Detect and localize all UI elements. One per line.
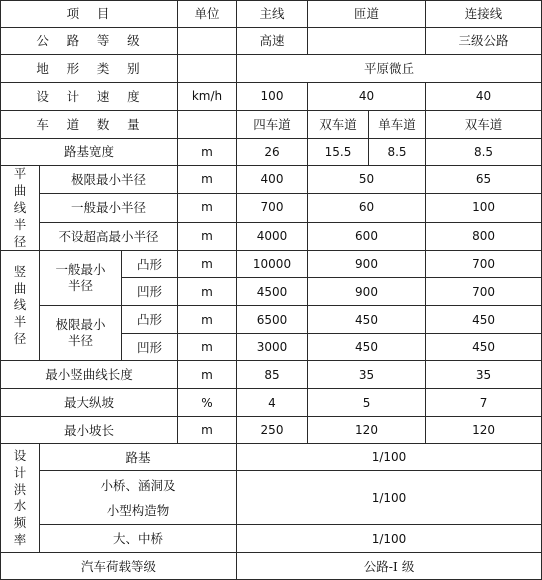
value-main: 3000 <box>237 334 308 361</box>
table-row <box>1 55 542 83</box>
max-grade-label: 最大纵坡 <box>1 389 178 417</box>
value-ramp: 450 <box>308 306 426 334</box>
value-connector: 700 <box>426 251 542 278</box>
vertical-curve-group-label: 竖曲线半径 <box>1 251 40 361</box>
lanes-label: 车 道 数 量 <box>1 111 178 139</box>
table-row <box>1 111 542 139</box>
value-ramp: 50 <box>308 166 426 194</box>
value-connector: 800 <box>426 222 542 251</box>
table-row <box>1 193 542 222</box>
lanes-main: 四车道 <box>237 111 308 139</box>
value-ramp: 450 <box>308 334 426 361</box>
table-row <box>1 83 542 111</box>
horizontal-curve-label: 不设超高最小半径 <box>40 222 178 251</box>
value-ramp: 35 <box>308 361 426 389</box>
unit-cell: m <box>178 334 237 361</box>
road-class-connector: 三级公路 <box>426 28 542 55</box>
value-main: 4000 <box>237 222 308 251</box>
vehicle-load-value: 公路-I 级 <box>237 553 542 580</box>
unit-cell: m <box>178 222 237 251</box>
table-row <box>1 361 542 389</box>
flood-small-bridge-line-1: 小桥、涵洞及 <box>100 477 176 493</box>
value-connector: 7 <box>426 389 542 417</box>
design-speed-unit: km/h <box>178 83 237 111</box>
header-connector: 连接线 <box>426 1 542 28</box>
horizontal-curve-label: 一般最小半径 <box>40 193 178 222</box>
road-class-ramp <box>308 28 426 55</box>
unit-cell: m <box>178 166 237 194</box>
vertical-curve-general-label: 一般最小半径 <box>40 251 122 306</box>
concave-label: 凹形 <box>122 278 178 306</box>
table-row <box>1 444 542 471</box>
min-slope-length-label: 最小坡长 <box>1 417 178 444</box>
value-main: 85 <box>237 361 308 389</box>
min-curve-length-label: 最小竖曲线长度 <box>1 361 178 389</box>
table-row <box>1 525 542 553</box>
value-ramp: 600 <box>308 222 426 251</box>
header-main: 主线 <box>237 1 308 28</box>
table-row <box>1 471 542 498</box>
header-unit: 单位 <box>178 1 237 28</box>
roadbed-width-connector: 8.5 <box>426 139 542 166</box>
vertical-curve-limit-label: 极限最小半径 <box>40 306 122 361</box>
concave-label: 凹形 <box>122 334 178 361</box>
value-main: 4500 <box>237 278 308 306</box>
table-row <box>1 553 542 580</box>
roadbed-width-main: 26 <box>237 139 308 166</box>
unit-cell: m <box>178 278 237 306</box>
roadbed-width-label: 路基宽度 <box>1 139 178 166</box>
horizontal-curve-group-label: 平曲线半径 <box>1 166 40 251</box>
header-item: 项 目 <box>1 1 178 28</box>
roadbed-width-ramp-double: 15.5 <box>308 139 369 166</box>
header-row <box>1 1 542 28</box>
value-ramp: 900 <box>308 278 426 306</box>
flood-large-bridge-value: 1/100 <box>237 525 542 553</box>
value-main: 400 <box>237 166 308 194</box>
value-ramp: 120 <box>308 417 426 444</box>
table-row <box>1 222 542 251</box>
road-class-main: 高速 <box>237 28 308 55</box>
value-connector: 100 <box>426 193 542 222</box>
value-ramp: 60 <box>308 193 426 222</box>
unit-cell: m <box>178 306 237 334</box>
terrain-value: 平原微丘 <box>237 55 542 83</box>
table-row <box>1 417 542 444</box>
design-speed-main: 100 <box>237 83 308 111</box>
value-connector: 65 <box>426 166 542 194</box>
flood-subgrade-value: 1/100 <box>237 444 542 471</box>
value-main: 250 <box>237 417 308 444</box>
unit-cell: m <box>178 251 237 278</box>
value-main: 700 <box>237 193 308 222</box>
design-speed-label: 设 计 速 度 <box>1 83 178 111</box>
unit-cell: m <box>178 361 237 389</box>
value-main: 6500 <box>237 306 308 334</box>
table-row <box>1 306 542 334</box>
table-row <box>1 251 542 278</box>
table-row <box>1 389 542 417</box>
flood-small-bridge-label <box>40 471 237 525</box>
lanes-connector: 双车道 <box>426 111 542 139</box>
value-connector: 700 <box>426 278 542 306</box>
flood-large-bridge-label: 大、中桥 <box>40 525 237 553</box>
unit-cell <box>178 28 237 55</box>
flood-small-bridge-line-2: 小型构造物 <box>106 502 170 518</box>
flood-small-bridge-value: 1/100 <box>237 471 542 525</box>
table-row <box>1 139 542 166</box>
vehicle-load-label: 汽车荷载等级 <box>1 553 237 580</box>
value-connector: 450 <box>426 334 542 361</box>
table-row <box>1 166 542 194</box>
roadbed-width-ramp-single: 8.5 <box>369 139 426 166</box>
design-speed-connector: 40 <box>426 83 542 111</box>
unit-cell <box>178 111 237 139</box>
design-speed-ramp: 40 <box>308 83 426 111</box>
road-class-label: 公 路 等 级 <box>1 28 178 55</box>
lanes-ramp-single: 单车道 <box>369 111 426 139</box>
flood-subgrade-label: 路基 <box>40 444 237 471</box>
horizontal-curve-label: 极限最小半径 <box>40 166 178 194</box>
unit-cell: % <box>178 389 237 417</box>
unit-cell: m <box>178 417 237 444</box>
unit-cell <box>178 55 237 83</box>
unit-cell: m <box>178 193 237 222</box>
convex-label: 凸形 <box>122 251 178 278</box>
value-main: 4 <box>237 389 308 417</box>
terrain-label: 地 形 类 别 <box>1 55 178 83</box>
value-ramp: 5 <box>308 389 426 417</box>
value-connector: 450 <box>426 306 542 334</box>
table-row <box>1 28 542 55</box>
header-ramp: 匝道 <box>308 1 426 28</box>
value-main: 10000 <box>237 251 308 278</box>
value-connector: 120 <box>426 417 542 444</box>
lanes-ramp-double: 双车道 <box>308 111 369 139</box>
roadbed-width-unit: m <box>178 139 237 166</box>
value-connector: 35 <box>426 361 542 389</box>
value-ramp: 900 <box>308 251 426 278</box>
flood-group-label: 设计洪水频率 <box>1 444 40 553</box>
convex-label: 凸形 <box>122 306 178 334</box>
